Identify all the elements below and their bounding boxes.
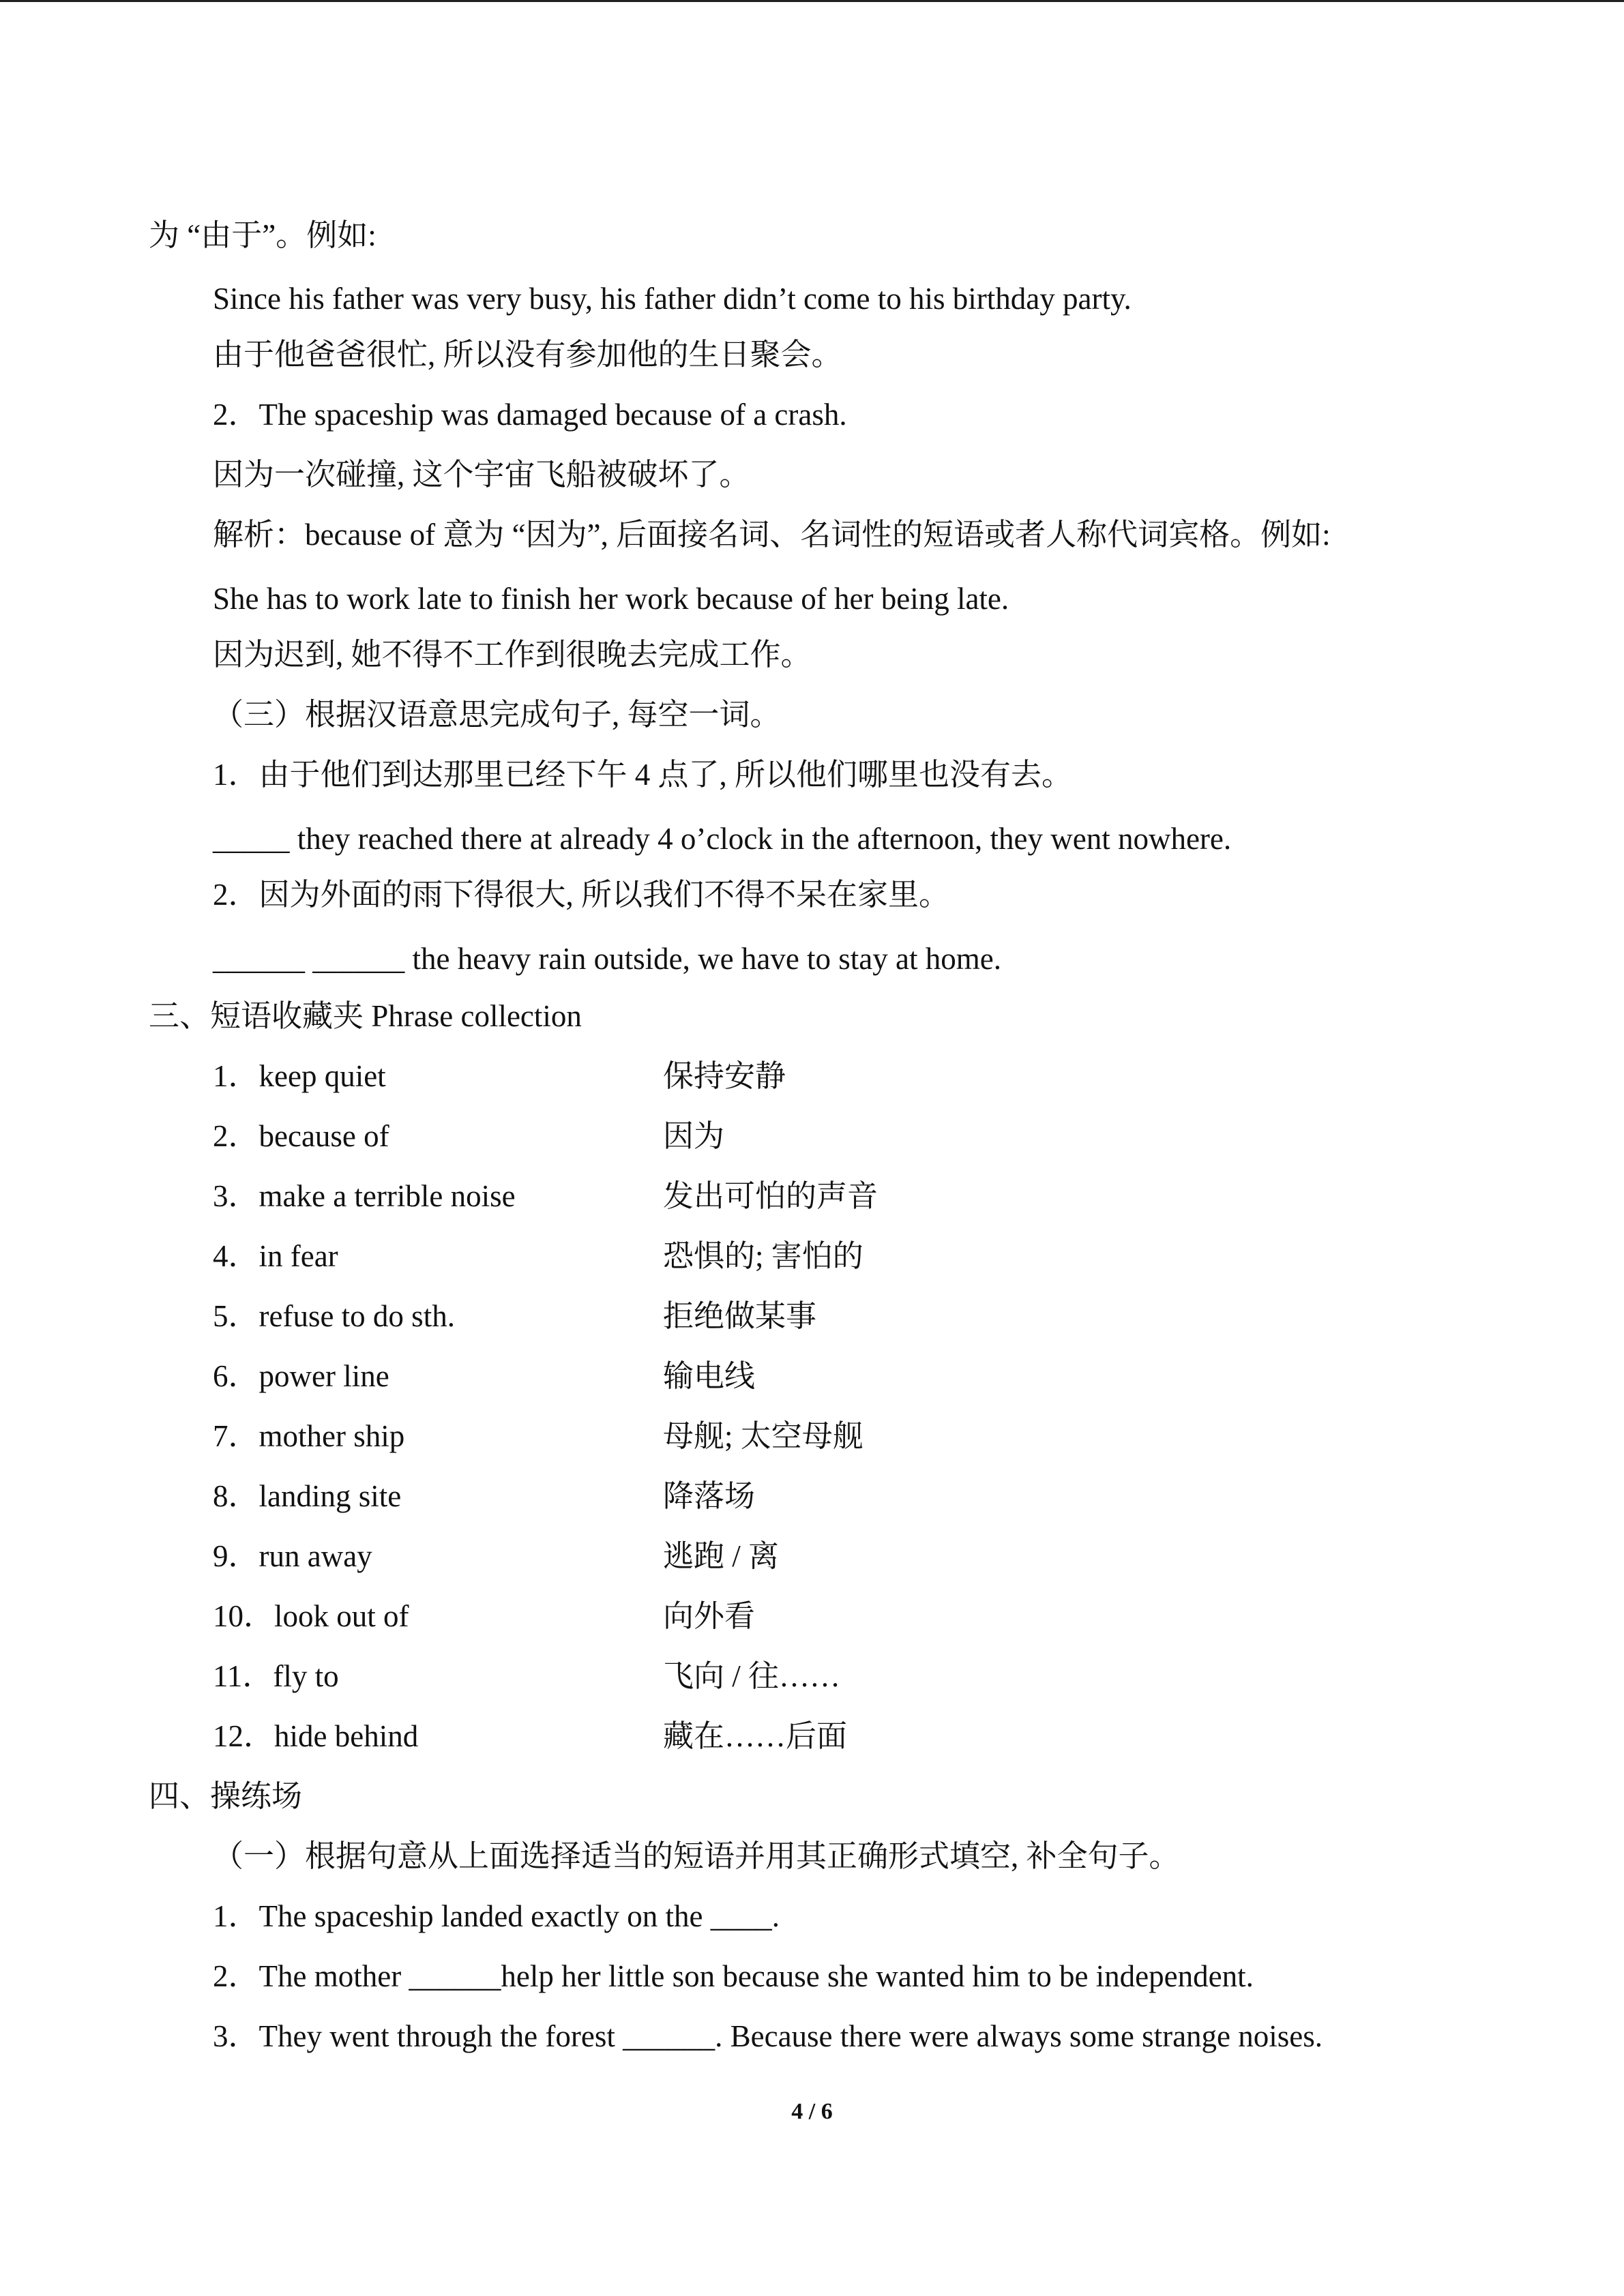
phrase-en: 6．power line <box>213 1359 389 1393</box>
phrase-en: 8．landing site <box>213 1479 402 1513</box>
text-line: 因为一次碰撞, 这个宇宙飞船被破坏了。 <box>213 458 750 492</box>
exercise-heading: （三）根据汉语意思完成句子, 每空一词。 <box>213 698 781 732</box>
question-line: 1．The spaceship landed exactly on the ____. <box>213 1899 780 1933</box>
phrase-en: 10．look out of <box>213 1599 409 1633</box>
phrase-zh: 恐惧的; 害怕的 <box>663 1239 863 1273</box>
page-number: 4 / 6 <box>791 2099 833 2124</box>
section-heading: 三、短语收藏夹 Phrase collection <box>149 999 582 1033</box>
phrase-en: 7．mother ship <box>213 1419 405 1453</box>
text-line: ______ ______ the heavy rain outside, we have to stay at home. <box>213 942 1001 976</box>
phrase-zh: 向外看 <box>663 1599 756 1633</box>
text-line: 由于他爸爸很忙, 所以没有参加他的生日聚会。 <box>213 338 842 372</box>
phrase-en: 1．keep quiet <box>213 1059 386 1093</box>
text-line: 因为迟到, 她不得不工作到很晚去完成工作。 <box>213 638 812 672</box>
phrase-zh: 飞向 / 往…… <box>663 1659 841 1693</box>
phrase-en: 11．fly to <box>213 1659 339 1693</box>
phrase-zh: 降落场 <box>663 1479 756 1513</box>
text-line: 1．由于他们到达那里已经下午 4 点了, 所以他们哪里也没有去。 <box>213 758 1073 792</box>
phrase-en: 5．refuse to do sth. <box>213 1299 455 1333</box>
text-line: 2．因为外面的雨下得很大, 所以我们不得不呆在家里。 <box>213 878 950 912</box>
text-line: Since his father was very busy, his father didn’t come to his birthday party. <box>213 282 1132 316</box>
question-line: 2．The mother ______help her little son because she wanted him to be independent. <box>213 1959 1254 1993</box>
question-line: 3．They went through the forest ______. Because there were always some strange noises. <box>213 2019 1323 2053</box>
top-border <box>0 0 1624 2</box>
phrase-zh: 保持安静 <box>663 1059 786 1093</box>
section-heading: 四、操练场 <box>149 1779 303 1813</box>
exercise-heading: （一）根据句意从上面选择适当的短语并用其正确形式填空, 补全句子。 <box>213 1839 1180 1873</box>
phrase-zh: 因为 <box>663 1119 725 1153</box>
phrase-en: 12．hide behind <box>213 1719 419 1753</box>
phrase-zh: 母舰; 太空母舰 <box>663 1419 863 1453</box>
phrase-zh: 逃跑 / 离 <box>663 1539 780 1573</box>
phrase-zh: 发出可怕的声音 <box>663 1179 879 1213</box>
phrase-en: 4．in fear <box>213 1239 338 1273</box>
phrase-en: 2．because of <box>213 1119 389 1153</box>
phrase-en: 3．make a terrible noise <box>213 1179 516 1213</box>
text-line: She has to work late to finish her work because of her being late. <box>213 582 1009 616</box>
phrase-zh: 藏在……后面 <box>663 1719 848 1753</box>
phrase-en: 9．run away <box>213 1539 372 1573</box>
phrase-zh: 输电线 <box>663 1359 756 1393</box>
text-line: 2．The spaceship was damaged because of a crash. <box>213 398 847 432</box>
phrase-zh: 拒绝做某事 <box>663 1299 817 1333</box>
text-line: 为 “由于”。例如: <box>149 218 377 252</box>
text-line: 解析：because of 意为 “因为”, 后面接名词、名词性的短语或者人称代词宾格。例如: <box>213 518 1331 552</box>
text-line: _____ they reached there at already 4 o’clock in the afternoon, they went nowhere. <box>213 822 1232 856</box>
